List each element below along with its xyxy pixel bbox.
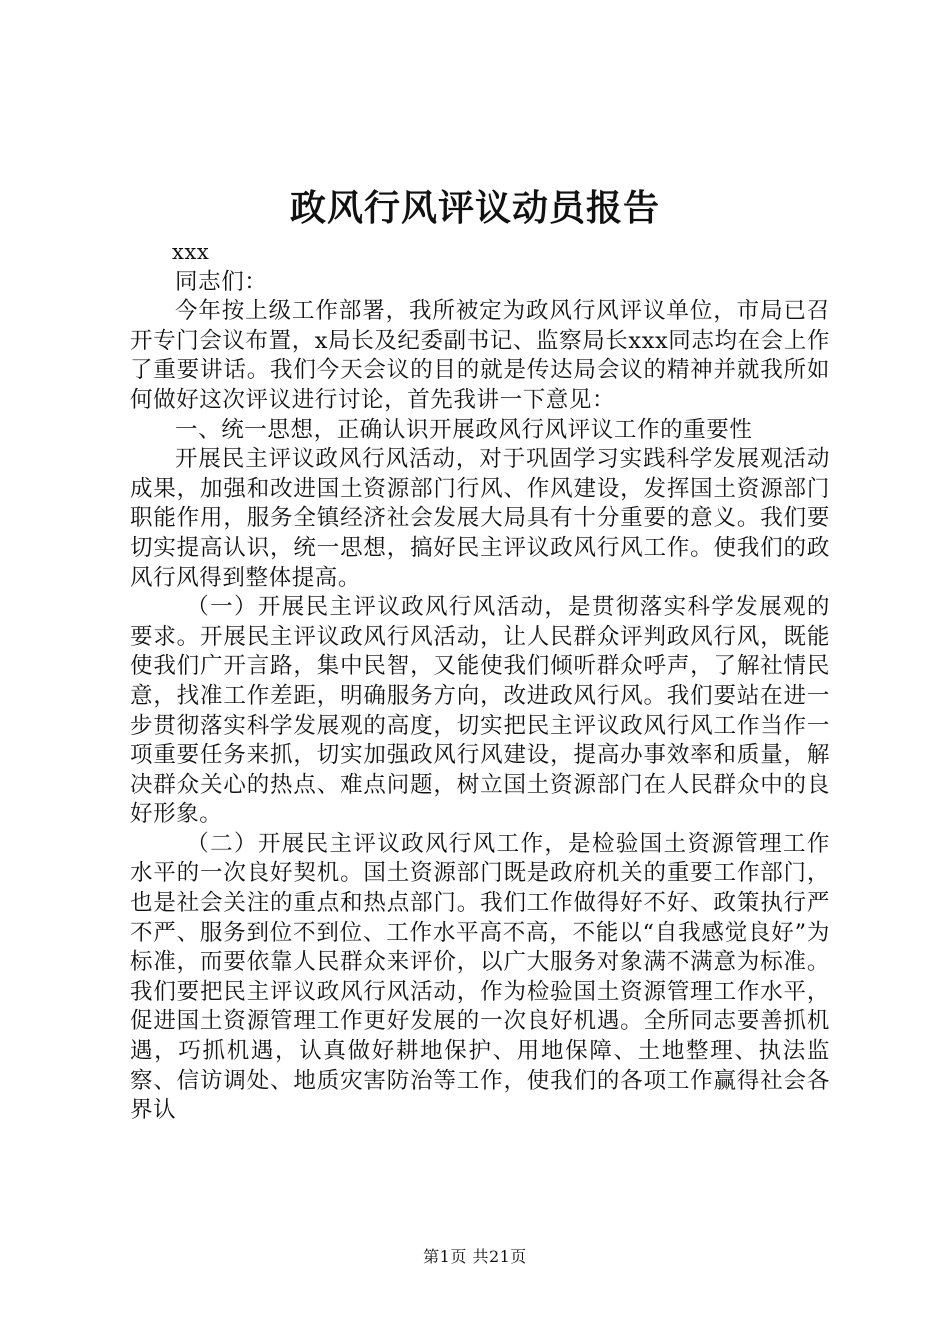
paragraph-intro: 今年按上级工作部署，我所被定为政风行风评议单位，市局已召开专门会议布置，x局长及纪委副书记、监察局长xxx同志均在会上作了重要讲话。我们今天会议的目的就是传达局会议的精神并就我所如何做好这次评议进行讨论，首先我讲一下意见： xyxy=(130,298,830,413)
paragraph-point-1: （一）开展民主评议政风行风活动，是贯彻落实科学发展观的要求。开展民主评议政风行风活动，让人民群众评判政风行风，既能使我们广开言路，集中民智，又能使我们倾听群众呼声，了解社情民意，找准工作差距，明确服务方向，改进政风行风。我们要站在进一步贯彻落实科学发展观的高度，切实把民主评议政风行风工作当作一项重要任务来抓，切实加强政风行风建设，提高办事效率和质量，解决群众关心的热点、难点问题，树立国土资源部门在人民群众中的良好形象。 xyxy=(130,594,830,828)
author-line: xxx xyxy=(172,240,210,264)
salutation: 同志们： xyxy=(175,268,268,295)
page-number-footer: 第1页 共21页 xyxy=(423,1247,527,1266)
document-title: 政风行风评议动员报告 xyxy=(289,187,660,229)
paragraph-significance: 开展民主评议政风行风活动，对于巩固学习实践科学发展观活动成果，加强和改进国土资源部门行风、作风建设，发挥国土资源部门职能作用，服务全镇经济社会发展大局具有十分重要的意义。我们要切实提高认识，统一思想，搞好民主评议政风行风工作。使我们的政风行风得到整体提高。 xyxy=(130,446,830,591)
document-body xyxy=(130,238,830,1126)
section-heading-1: 一、统一思想，正确认识开展政风行风评议工作的重要性 xyxy=(175,416,753,443)
paragraph-point-2: （二）开展民主评议政风行风工作，是检验国土资源管理工作水平的一次良好契机。国土资源部门既是政府机关的重要工作部门，也是社会关注的重点和热点部门。我们工作做得好不好、政策执行严不严、服务到位不到位、工作水平高不高，不能以“自我感觉良好”为标准，而要依靠人民群众来评价，以广大服务对象满不满意为标准。我们要把民主评议政风行风活动，作为检验国土资源管理工作水平，促进国土资源管理工作更好发展的一次良好机遇。全所同志要善抓机遇，巧抓机遇，认真做好耕地保护、用地保障、土地整理、执法监察、信访调处、地质灾害防治等工作，使我们的各项工作赢得社会各界认 xyxy=(130,830,830,1124)
